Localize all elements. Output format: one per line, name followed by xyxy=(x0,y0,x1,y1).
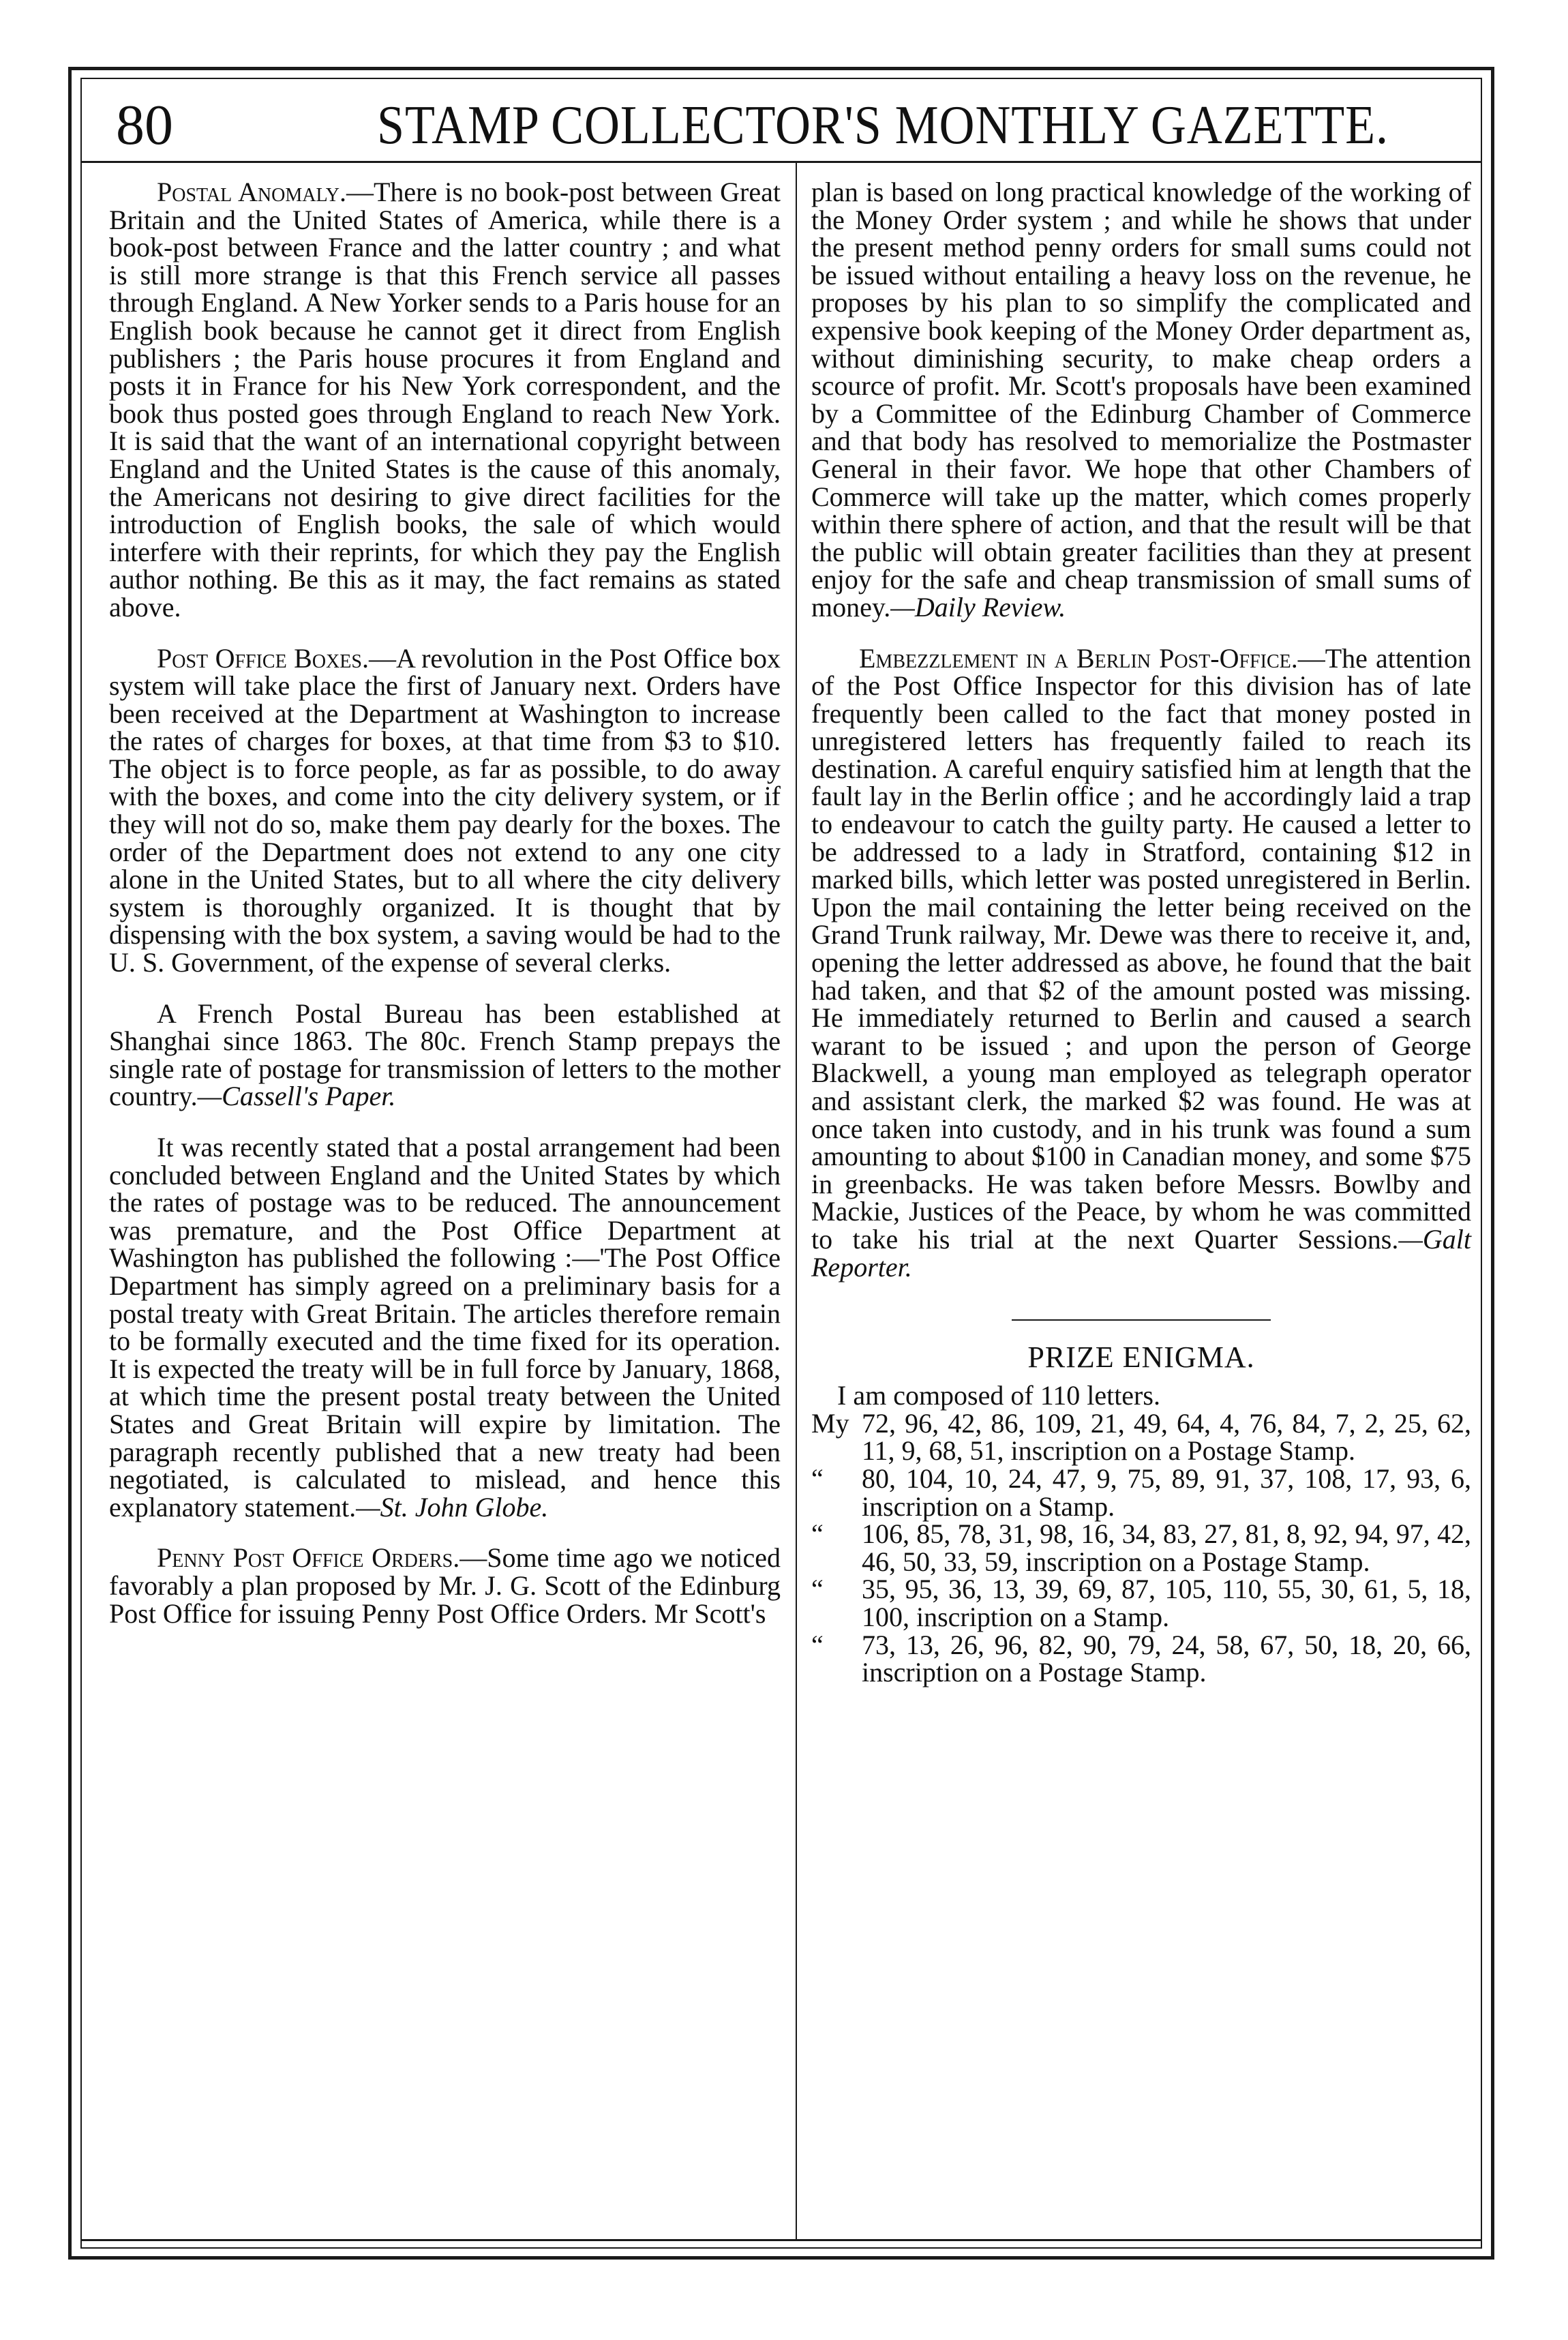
article-source: —Galt Reporter. xyxy=(811,1223,1471,1282)
right-column xyxy=(811,179,1471,1687)
enigma-line-lead: “ xyxy=(811,1462,824,1494)
enigma-line-lead: “ xyxy=(811,1574,824,1605)
enigma-title: PRIZE ENIGMA. xyxy=(1027,1340,1255,1375)
enigma-line-lead: “ xyxy=(811,1518,824,1550)
article-body: A French Postal Bureau has been established at Shanghai since 1863. The 80c. French Stamp prepays the single rate of postage for transmission of letters to the mother country. xyxy=(109,997,781,1112)
article-body: —A revolution in the Post Office box system will take place the first of January next. Orders have been received at the Department at Washington to increase the rates of charges for boxes, at that time from $3 to $10. The object is to force people, as far as possible, to do away with the boxes, and come into the city delivery system, or if they will not do so, make them pay dearly for the boxes. The order of the Department does not extend to any one city alone in the United States, but to all where the city delivery system is thoroughly organized. It is thought that by dispensing with the box system, a saving would be had to the U. S. Government, of the expense of several clerks. xyxy=(109,642,781,978)
article-french-bureau xyxy=(109,997,781,1112)
article-body: —There is no book-post between Great Britain and the United States of America, while there is a book-post between France and the latter country ; and what is still more strange is that this French service all passes through England. A New Yorker sends to a Paris house for an English book because he cannot get it direct from English publishers ; the Paris house procures it from England and posts it in France for his New York correspondent, and the book thus posted goes through England to reach New York. It is said that the want of an international copyright between England and the United States is the cause of this anomaly, the Americans not desiring to give direct facilities for the introduction of English books, the sale of which would interfere with their reprints, for which they pay the English author nothing. Be this as it may, the fact remains as stated above. xyxy=(109,177,781,622)
article-heading: Penny Post Office Orders. xyxy=(157,1542,460,1574)
article-heading: Post Office Boxes. xyxy=(157,642,369,674)
article-heading: Postal Anomaly. xyxy=(157,177,346,207)
enigma-lines xyxy=(811,1407,1471,1688)
enigma-line-lead: “ xyxy=(811,1629,824,1660)
article-heading: Embezzlement in a Berlin Post-Office. xyxy=(859,642,1298,674)
article-postal-anomaly xyxy=(109,179,781,622)
enigma-line xyxy=(811,1576,1471,1631)
enigma-line xyxy=(811,1462,1471,1522)
left-column xyxy=(109,179,781,1627)
enigma-line-lead: My xyxy=(811,1407,849,1439)
article-body: It was recently stated that a postal arrangement had been concluded between England and the United States by which the rates of postage was to be reduced. The announcement was premature, and the Post Office Department at Washington has published the following :—'The Post Office Department has simply agreed on a preliminary basis for a postal treaty with Great Britain. The articles therefore remain to be formally executed and the time fixed for its operation. It is expected the treaty will be in full force by January, 1868, at which time the present postal treaty between the United States and Great Britain will expire by limitation. The paragraph recently published that a new treaty had been negotiated, is calculated to mislead, and hence this explanatory statement. xyxy=(109,1132,781,1522)
page-header xyxy=(95,89,1466,164)
article-post-office-boxes xyxy=(109,642,781,978)
enigma-line-text: 35, 95, 36, 13, 39, 69, 87, 105, 110, 55, 30, 61, 5, 18, 100, inscription on a Stamp. xyxy=(862,1574,1471,1632)
column-divider xyxy=(796,162,797,2239)
enigma-rule xyxy=(1012,1319,1271,1321)
enigma-line xyxy=(811,1520,1471,1576)
article-penny-post-orders xyxy=(109,1544,781,1627)
footer-rule xyxy=(80,2239,1482,2241)
article-body: —The attention of the Post Office Inspector for this division has of late frequently been called to the fact that money posted in unregistered letters has frequently failed to reach its destination. A careful enquiry satisfied him at length that the fault lay in the Berlin office ; and he accordingly laid a trap to endeavour to catch the guilty party. He caused a letter to be addressed to a lady in Stratford, containing $12 in marked bills, which letter was posted unregistered in Berlin. Upon the mail containing the letter being received on the Grand Trunk railway, Mr. Dewe was there to receive it, and, opening the letter addressed as above, he found that the bait had taken, and that $2 of the amount posted was missing. He immediately returned to Berlin and caused a search warant to be issued ; and upon the person of George Blackwell, a young man employed as telegraph operator and assistant clerk, the marked $2 was found. He was at once taken into custody, and in his trunk was found a sum amounting to about $100 in Canadian money, and some $75 in greenbacks. He was taken before Messrs. Bowlby and Mackie, Justices of the Peace, by whom he was committed to take his trial at the next Quarter Sessions. xyxy=(811,642,1471,1255)
enigma-line xyxy=(811,1407,1471,1467)
article-berlin-embezzlement xyxy=(811,642,1471,1282)
page-number: 80 xyxy=(116,93,173,157)
enigma-line-text: 106, 85, 78, 31, 98, 16, 34, 83, 27, 81, 8, 92, 94, 97, 42, 46, 50, 33, 59, inscription on a Postage Stamp. xyxy=(862,1518,1471,1577)
enigma-line xyxy=(811,1629,1471,1688)
header-rule xyxy=(80,161,1482,163)
article-source: —Daily Review. xyxy=(890,591,1066,622)
article-source: —Cassell's Paper. xyxy=(197,1081,396,1112)
journal-title: STAMP COLLECTOR'S MONTHLY GAZETTE. xyxy=(377,95,1389,155)
enigma-line-text: 73, 13, 26, 96, 82, 90, 79, 24, 58, 67, 50, 18, 20, 66, inscription on a Postage Stamp. xyxy=(862,1629,1471,1688)
article-body: plan is based on long practical knowledge of the working of the Money Order system ; and while he shows that under the present method penny orders for small sums could not be issued without entailing a heavy loss on the revenue, he proposes by his plan to so simplify the complicated and expensive book keeping of the Money Order department as, without diminishing security, to make cheap orders a scource of profit. Mr. Scott's proposals have been examined by a Committee of the Edinburg Chamber of Commerce and that body has resolved to memorialize the Postmaster General in their favor. We hope that other Chambers of Commerce will take up the matter, which comes properly within there sphere of action, and that the result will be that the public will obtain greater facilities than they at present enjoy for the safe and cheap transmission of small sums of money. xyxy=(811,177,1471,622)
enigma-line-text: 72, 96, 42, 86, 109, 21, 49, 64, 4, 76, 84, 7, 2, 25, 62, 11, 9, 68, 51, inscription on a Postage Stamp. xyxy=(862,1407,1471,1467)
article-body: —Some time ago we noticed favorably a plan proposed by Mr. J. G. Scott of the Edinburg Post Office for issuing Penny Post Office Orders. Mr Scott's xyxy=(109,1542,781,1629)
article-postal-arrangement xyxy=(109,1134,781,1521)
enigma-line-text: 80, 104, 10, 24, 47, 9, 75, 89, 91, 37, 108, 17, 93, 6, inscription on a Stamp. xyxy=(862,1462,1471,1522)
article-penny-post-continued xyxy=(811,179,1471,622)
enigma-intro: I am composed of 110 letters. xyxy=(837,1380,1160,1411)
article-source: —St. John Globe. xyxy=(356,1491,549,1522)
